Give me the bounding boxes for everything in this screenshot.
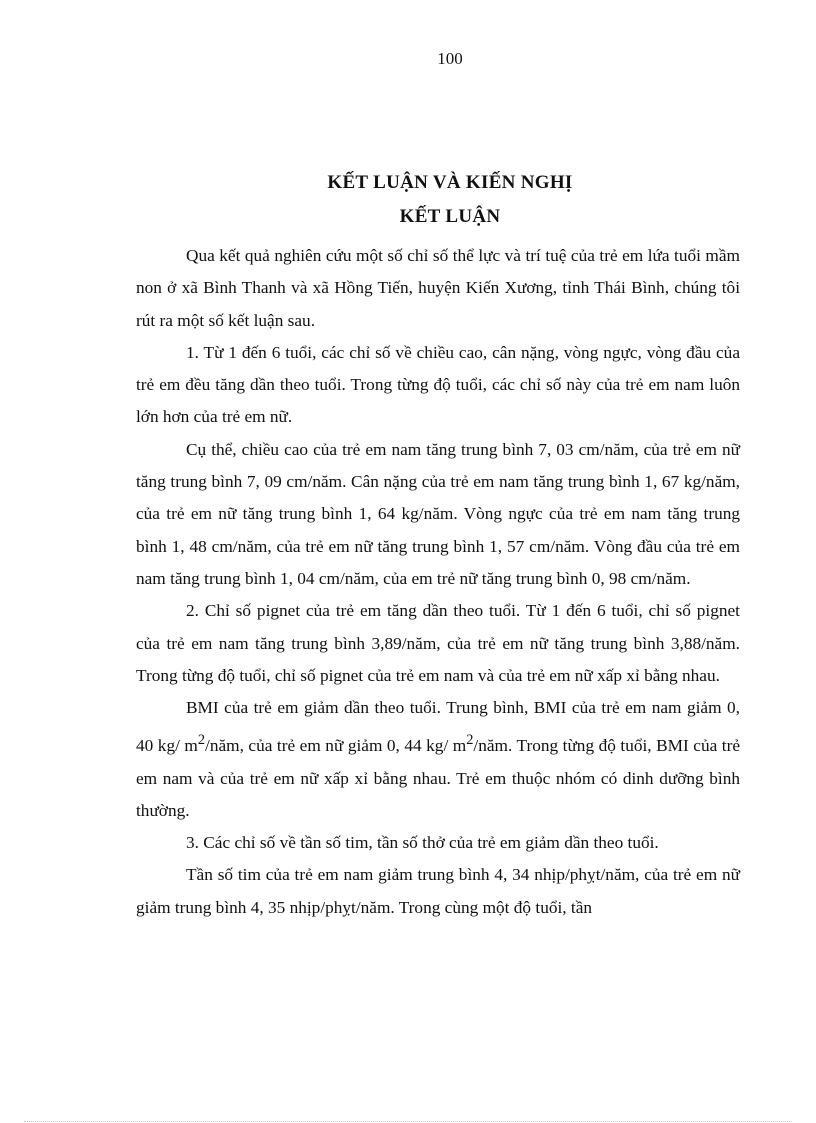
- page-bottom-divider: [24, 1121, 792, 1122]
- paragraph-intro: Qua kết quả nghiên cứu một số chỉ số thể lực và trí tuệ của trẻ em lứa tuổi mầm non ở xã Bình Thanh và xã Hồng Tiến, huyện Kiến Xương, tỉnh Thái Bình, chúng tôi rút ra một số kết luận sau.: [136, 246, 740, 330]
- superscript-2: 2: [197, 732, 206, 749]
- chapter-heading: KẾT LUẬN VÀ KIẾN NGHỊ: [327, 172, 573, 193]
- body-text: [136, 240, 740, 924]
- paragraph-conclusion-3: 3. Các chỉ số về tần số tim, tần số thở của trẻ em giảm dần theo tuổi.: [186, 833, 659, 853]
- paragraph-bmi: [136, 692, 740, 827]
- bmi-text-part3: /năm. Trong từng độ tuổi, BMI của trẻ em nam và của trẻ em nữ xấp xỉ bằng nhau. Trẻ em thuộc nhóm có dinh dưỡng bình thường.: [136, 736, 741, 820]
- paragraph-conclusion-1: 1. Từ 1 đến 6 tuổi, các chỉ số về chiều cao, cân nặng, vòng ngực, vòng đầu của trẻ em đều tăng dần theo tuổi. Trong từng độ tuổi, các chỉ số này của trẻ em nam luôn lớn hơn của trẻ em nữ.: [136, 342, 740, 427]
- superscript-2: 2: [466, 732, 474, 749]
- bmi-text-part2: /năm, của trẻ em nữ giảm 0, 44 kg/ m: [205, 736, 467, 756]
- paragraph-heart-rate: Tần số tim của trẻ em nam giảm trung bình 4, 34 nhịp/phỵt/năm, của trẻ em nữ giảm trung bình 4, 35 nhịp/phỵt/năm. Trong cùng một độ tuổi, tần: [136, 865, 740, 917]
- bmi-text-part1: BMI của trẻ em giảm dần theo tuổi. Trung bình, BMI của trẻ em nam giảm 0, 40 kg/ m: [136, 698, 740, 756]
- paragraph-growth-details: Cụ thể, chiều cao của trẻ em nam tăng trung bình 7, 03 cm/năm, của trẻ em nữ tăng trung bình 7, 09 cm/năm. Cân nặng của trẻ em nam tăng trung bình 1, 67 kg/năm, của trẻ em nữ tăng trung bình 1, 64 kg/năm. Vòng ngực của trẻ em nam tăng trung bình 1, 48 cm/năm, của trẻ em nữ tăng trung bình 1, 57 cm/năm. Vòng đầu của trẻ em nam tăng trung bình 1, 04 cm/năm, của em trẻ nữ tăng trung bình 0, 98 cm/năm.: [136, 439, 740, 588]
- paragraph-conclusion-2: 2. Chỉ số pignet của trẻ em tăng dần theo tuổi. Từ 1 đến 6 tuổi, chỉ số pignet của trẻ em nam tăng trung bình 3,89/năm, của trẻ em nữ tăng trung bình 3,88/năm. Trong từng độ tuổi, chỉ số pignet của trẻ em nam và của trẻ em nữ xấp xỉ bằng nhau.: [136, 601, 740, 685]
- page-number: 100: [437, 49, 463, 68]
- section-heading: KẾT LUẬN: [399, 206, 501, 227]
